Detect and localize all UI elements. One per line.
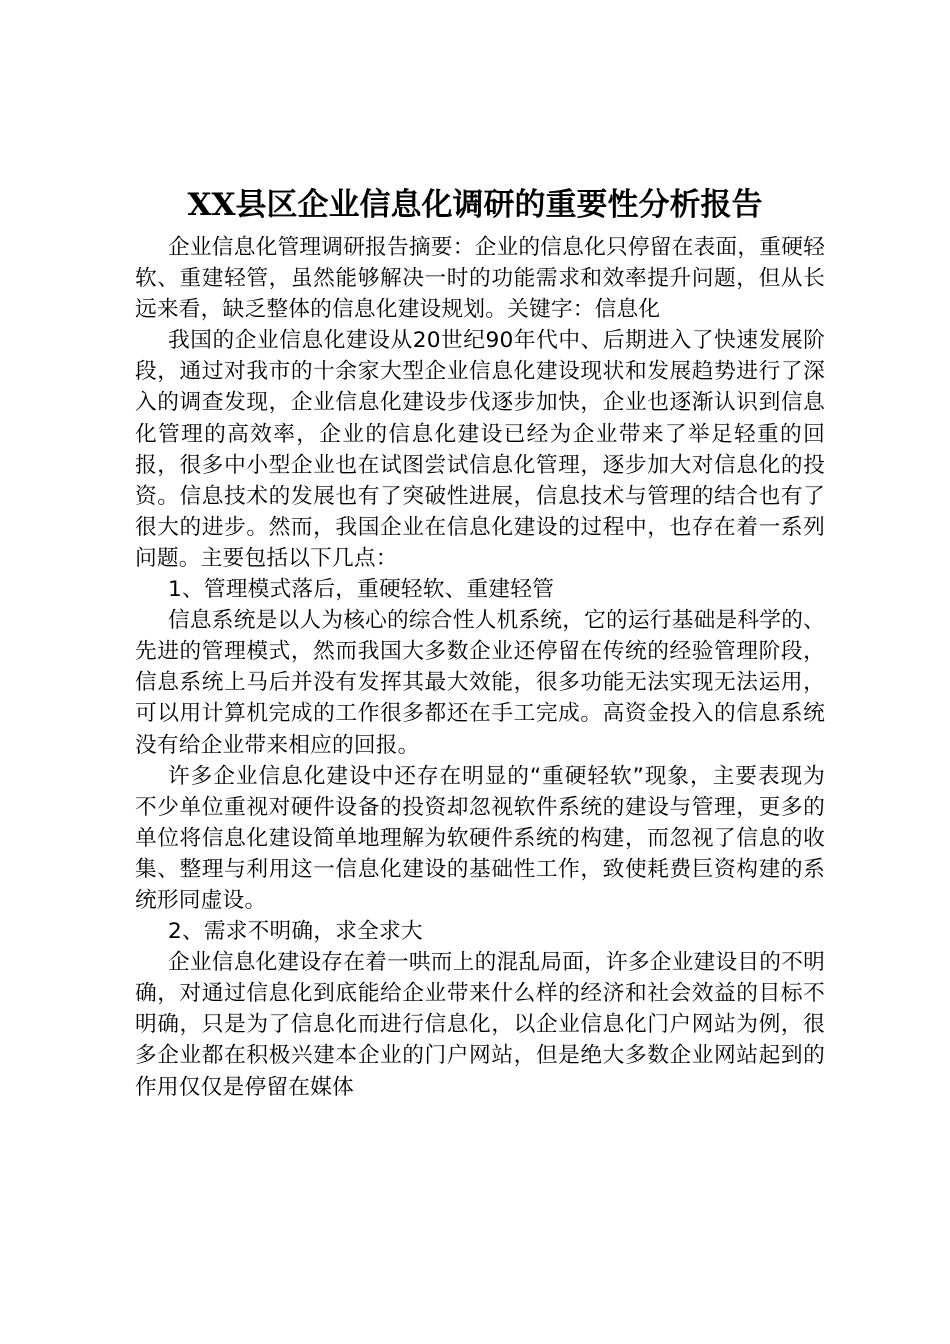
document-body — [135, 232, 825, 1103]
paragraph-abstract: 企业信息化管理调研报告摘要：企业的信息化只停留在表面，重硬轻软、重建轻管，虽然能够解决一时的功能需求和效率提升问题，但从长远来看，缺乏整体的信息化建设规划。关键字：信息化 — [135, 235, 825, 323]
document-title: XX县区企业信息化调研的重要性分析报告 — [187, 187, 763, 223]
section-heading-2: 2、需求不明确，求全求大 — [168, 919, 423, 945]
paragraph-management-mode: 信息系统是以人为核心的综合性人机系统，它的运行基础是科学的、先进的管理模式，然而我国大多数企业还停留在传统的经验管理阶段，信息系统上马后并没有发挥其最大效能，很多功能无法实现无法运用，可以用计算机完成的工作很多都还在手工完成。高资金投入的信息系统没有给企业带来相应的回报。 — [135, 608, 825, 758]
paragraph-hardware-emphasis: 许多企业信息化建设中还存在明显的“重硬轻软”现象，主要表现为不少单位重视对硬件设备的投资却忽视软件系统的建设与管理，更多的单位将信息化建设简单地理解为软硬件系统的构建，而忽视了信息的收集、整理与利用这一信息化建设的基础性工作，致使耗费巨资构建的系统形同虚设。 — [135, 763, 825, 913]
paragraph-unclear-needs: 企业信息化建设存在着一哄而上的混乱局面，许多企业建设目的不明确，对通过信息化到底能给企业带来什么样的经济和社会效益的目标不明确，只是为了信息化而进行信息化，以企业信息化门户网站为例，很多企业都在积极兴建本企业的门户网站，但是绝大多数企业网站起到的作用仅仅是停留在媒体 — [135, 950, 825, 1100]
paragraph-background: 我国的企业信息化建设从20世纪90年代中、后期进入了快速发展阶段，通过对我市的十余家大型企业信息化建设现状和发展趋势进行了深入的调查发现，企业信息化建设步伐逐步加快，企业也逐渐认识到信息化管理的高效率，企业的信息化建设已经为企业带来了举足轻重的回报，很多中小型企业也在试图尝试信息化管理，逐步加大对信息化的投资。信息技术的发展也有了突破性进展，信息技术与管理的结合也有了很大的进步。然而，我国企业在信息化建设的过程中，也存在着一系列问题。主要包括以下几点： — [135, 328, 825, 571]
section-heading-1: 1、管理模式落后，重硬轻软、重建轻管 — [168, 577, 555, 603]
